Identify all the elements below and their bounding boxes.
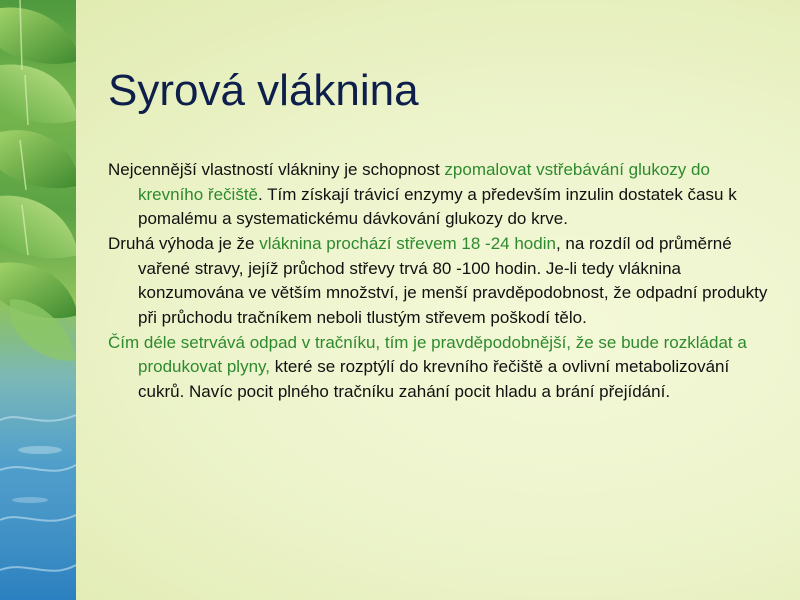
slide-body [108, 158, 768, 404]
paragraph-text: Nejcennější vlastností vlákniny je schopnost [108, 160, 445, 179]
paragraph-fermentation [108, 331, 768, 405]
paragraph-transit [108, 232, 768, 330]
paragraph-text: které se rozptýlí do krevního řečiště a ovlivní metabolizování cukrů. Navíc pocit plného tračníku zahání pocit hladu a brání přejídání. [138, 357, 730, 401]
paragraph-glucose [108, 158, 768, 232]
paragraph-text: , na rozdíl od průměrné vařené stravy, jejíž průchod střevy trvá 80 -100 hodin. Je-li tedy vláknina konzumována ve větším množství, je menší pravděpodobnost, že odpadní produkty při průchodu tračníkem neboli tlustým střevem poškodí tělo. [138, 234, 768, 327]
paragraph-text: . Tím získají trávicí enzymy a především inzulin dostatek času k pomalému a systematickému dávkování glukozy do krve. [138, 184, 737, 228]
highlight-text: Čím déle setrvává odpad v tračníku, tím je pravděpodobnější, že se bude rozkládat a produkovat plyny, [108, 332, 747, 376]
highlight-text: vláknina prochází střevem 18 -24 hodin [259, 234, 556, 253]
decorative-leaf-water-strip [0, 0, 76, 600]
slide-title: Syrová vláknina [108, 66, 419, 115]
leaf-decoration-graphic [0, 0, 76, 600]
highlight-text: zpomalovat vstřebávání glukozy do krevního řečiště [138, 160, 710, 204]
paragraph-text: Druhá výhoda je že [108, 234, 260, 253]
